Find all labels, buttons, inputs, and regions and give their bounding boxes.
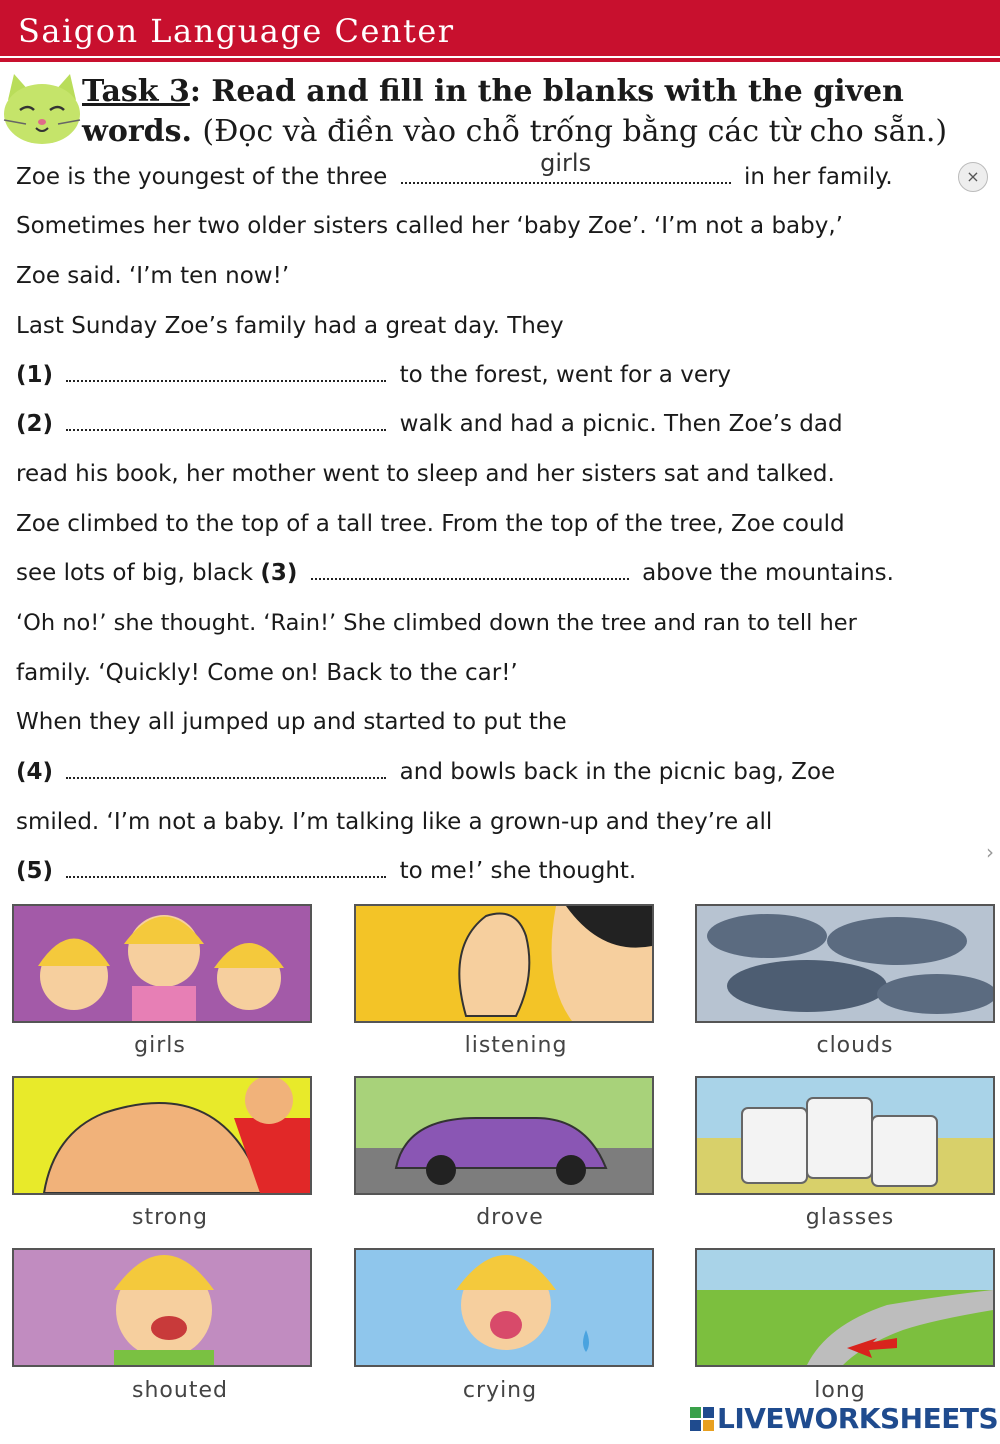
answer-blank-2[interactable]	[66, 411, 386, 431]
story-line-3: Zoe said. ‘I’m ten now!’	[16, 263, 290, 289]
story-line-8: Zoe climbed to the top of a tall tree. From the top of the tree, Zoe could	[16, 511, 845, 537]
task-instruction: : Read and fill in the blanks with the given words.	[82, 74, 904, 149]
task-label: Task 3	[82, 74, 190, 109]
story-line-6	[16, 409, 843, 439]
story-text-9b: above the mountains.	[642, 560, 894, 586]
story-line-5	[16, 360, 731, 390]
story-line-13	[16, 757, 835, 787]
picture-girls	[12, 904, 312, 1023]
story-line-12: When they all jumped up and started to put the	[16, 709, 567, 735]
story-line-11: family. ‘Quickly! Come on! Back to the car!’	[16, 660, 518, 686]
liveworksheets-logo-icon	[690, 1407, 714, 1431]
answer-blank-1[interactable]	[66, 362, 386, 382]
picture-drove	[354, 1076, 654, 1195]
answer-blank-3[interactable]	[311, 560, 629, 580]
word-clouds: clouds	[816, 1033, 894, 1058]
header-bar	[0, 0, 1000, 56]
story-text-15: to me!’ she thought.	[399, 858, 637, 884]
side-scroll-hint-icon: ›	[986, 840, 994, 864]
word-listening: listening	[464, 1033, 568, 1058]
picture-long	[695, 1248, 995, 1367]
task-translation: (Đọc và điền vào chỗ trống bằng các từ cho sẵn.)	[202, 114, 948, 149]
example-answer: girls	[540, 149, 592, 177]
story-text-1b: in her family.	[743, 164, 893, 190]
picture-crying	[354, 1248, 654, 1367]
story-line-7: read his book, her mother went to sleep and her sisters sat and talked.	[16, 461, 835, 487]
word-crying: crying	[462, 1378, 538, 1403]
story-text-6: walk and had a picnic. Then Zoe’s dad	[399, 411, 843, 437]
story-line-4: Last Sunday Zoe’s family had a great day. They	[16, 313, 564, 339]
blank-number-2: (2)	[16, 411, 54, 437]
answer-blank-5[interactable]	[66, 858, 386, 878]
picture-strong	[12, 1076, 312, 1195]
cat-mascot-icon	[0, 70, 84, 150]
story-text-9a: see lots of big, black	[16, 560, 254, 586]
word-shouted: shouted	[132, 1378, 228, 1403]
word-long: long	[814, 1378, 866, 1403]
blank-number-1: (1)	[16, 362, 54, 388]
answer-blank-4[interactable]	[66, 759, 386, 779]
picture-glasses	[695, 1076, 995, 1195]
story-line-14: smiled. ‘I’m not a baby. I’m talking like a grown-up and they’re all	[16, 809, 773, 835]
task-heading	[82, 72, 997, 152]
story-text-1a: Zoe is the youngest of the three	[16, 164, 388, 190]
blank-number-5: (5)	[16, 858, 54, 884]
picture-shouted	[12, 1248, 312, 1367]
example-blank	[401, 149, 731, 184]
close-icon[interactable]: ×	[958, 162, 988, 192]
story-line-10: ‘Oh no!’ she thought. ‘Rain!’ She climbed down the tree and ran to tell her	[16, 610, 857, 636]
story-line-2: Sometimes her two older sisters called her ‘baby Zoe’. ‘I’m not a baby,’	[16, 213, 843, 239]
header-title: Saigon Language Center	[18, 12, 455, 50]
word-strong: strong	[131, 1205, 209, 1230]
brand-name: LIVEWORKSHEETS	[717, 1402, 999, 1435]
header-divider	[0, 58, 1000, 62]
story-text-5: to the forest, went for a very	[399, 362, 732, 388]
story-line-15	[16, 856, 636, 886]
word-glasses: glasses	[805, 1205, 895, 1230]
story-text-13: and bowls back in the picnic bag, Zoe	[399, 759, 836, 785]
picture-listening	[354, 904, 654, 1023]
picture-clouds	[695, 904, 995, 1023]
story-line-9	[16, 558, 894, 588]
blank-number-3: (3)	[260, 560, 298, 586]
blank-number-4: (4)	[16, 759, 54, 785]
word-girls: girls	[134, 1033, 186, 1058]
word-drove: drove	[476, 1205, 544, 1230]
brand-footer[interactable]	[690, 1402, 998, 1435]
story-line-1	[16, 149, 893, 192]
